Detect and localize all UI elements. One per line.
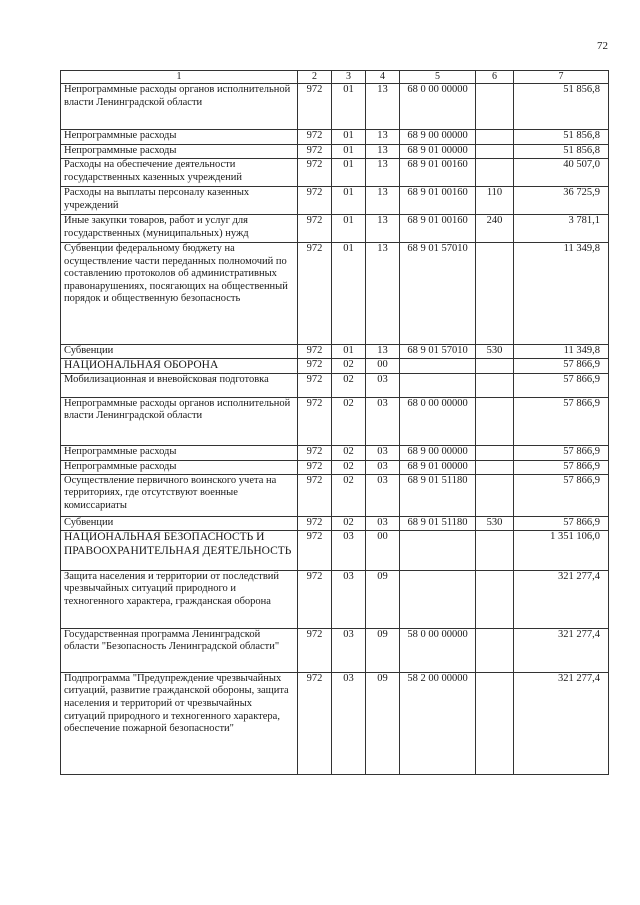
row-section: 03 — [332, 672, 366, 774]
row-subsection: 03 — [366, 474, 400, 516]
row-amount: 321 277,4 — [514, 570, 609, 628]
row-name: Мобилизационная и вневойсковая подготовка — [61, 373, 298, 397]
table-row — [61, 84, 609, 130]
row-expense-type — [476, 672, 514, 774]
row-subsection: 09 — [366, 570, 400, 628]
row-grbs: 972 — [298, 530, 332, 570]
row-section: 01 — [332, 215, 366, 243]
row-target-article — [400, 570, 476, 628]
row-grbs: 972 — [298, 359, 332, 374]
row-section: 02 — [332, 460, 366, 474]
row-name: Непрограммные расходы — [61, 445, 298, 460]
row-subsection: 03 — [366, 397, 400, 445]
table-row — [61, 516, 609, 530]
row-name: Субвенции — [61, 516, 298, 530]
table-row — [61, 159, 609, 187]
table-header-row — [61, 71, 609, 84]
row-name: Расходы на обеспечение деятельности государственных казенных учреждений — [61, 159, 298, 187]
row-expense-type — [476, 628, 514, 672]
row-target-article: 68 9 00 00000 — [400, 445, 476, 460]
row-amount: 51 856,8 — [514, 84, 609, 130]
row-section: 01 — [332, 345, 366, 359]
row-expense-type — [476, 130, 514, 145]
column-header: 1 — [61, 71, 298, 84]
row-name: Непрограммные расходы органов исполнительной власти Ленинградской области — [61, 397, 298, 445]
row-name: Иные закупки товаров, работ и услуг для государственных (муниципальных) нужд — [61, 215, 298, 243]
row-subsection: 00 — [366, 359, 400, 374]
row-section: 01 — [332, 84, 366, 130]
table-row — [61, 570, 609, 628]
row-name: НАЦИОНАЛЬНАЯ БЕЗОПАСНОСТЬ И ПРАВООХРАНИТЕЛЬНАЯ ДЕЯТЕЛЬНОСТЬ — [61, 530, 298, 570]
column-header: 4 — [366, 71, 400, 84]
table-row — [61, 345, 609, 359]
row-name: Субвенции — [61, 345, 298, 359]
row-grbs: 972 — [298, 672, 332, 774]
row-subsection: 13 — [366, 159, 400, 187]
row-amount: 321 277,4 — [514, 672, 609, 774]
row-section: 02 — [332, 397, 366, 445]
table-row — [61, 243, 609, 345]
row-expense-type — [476, 373, 514, 397]
row-target-article: 58 2 00 00000 — [400, 672, 476, 774]
row-section: 01 — [332, 187, 366, 215]
row-amount: 11 349,8 — [514, 243, 609, 345]
row-expense-type — [476, 359, 514, 374]
row-expense-type — [476, 570, 514, 628]
row-name: Непрограммные расходы — [61, 130, 298, 145]
row-expense-type: 530 — [476, 345, 514, 359]
row-expense-type — [476, 145, 514, 159]
row-amount: 57 866,9 — [514, 474, 609, 516]
row-subsection: 13 — [366, 345, 400, 359]
row-grbs: 972 — [298, 445, 332, 460]
column-header: 7 — [514, 71, 609, 84]
row-target-article: 68 9 01 00160 — [400, 187, 476, 215]
row-section: 03 — [332, 570, 366, 628]
row-grbs: 972 — [298, 145, 332, 159]
row-target-article: 68 9 01 51180 — [400, 474, 476, 516]
row-target-article: 68 0 00 00000 — [400, 84, 476, 130]
row-grbs: 972 — [298, 84, 332, 130]
row-amount: 57 866,9 — [514, 359, 609, 374]
row-section: 03 — [332, 628, 366, 672]
row-target-article: 68 9 01 57010 — [400, 345, 476, 359]
row-name: Защита населения и территории от последствий чрезвычайных ситуаций природного и техногенного характера, гражданская оборона — [61, 570, 298, 628]
row-grbs: 972 — [298, 628, 332, 672]
row-amount: 51 856,8 — [514, 145, 609, 159]
row-grbs: 972 — [298, 187, 332, 215]
row-name: Субвенции федеральному бюджету на осуществление части переданных полномочий по составлению протоколов об административных правонарушениях, посягающих на общественный порядок и общественную безопасность — [61, 243, 298, 345]
row-subsection: 09 — [366, 672, 400, 774]
row-grbs: 972 — [298, 570, 332, 628]
row-expense-type — [476, 474, 514, 516]
row-subsection: 09 — [366, 628, 400, 672]
row-section: 01 — [332, 159, 366, 187]
row-target-article: 68 9 01 00160 — [400, 215, 476, 243]
row-target-article: 58 0 00 00000 — [400, 628, 476, 672]
row-target-article: 68 9 01 51180 — [400, 516, 476, 530]
row-name: Подпрограмма "Предупреждение чрезвычайных ситуаций, развитие гражданской обороны, защита населения и территорий от чрезвычайных ситуаций природного и техногенного характера, обеспечение пожарной безопасности" — [61, 672, 298, 774]
row-target-article: 68 0 00 00000 — [400, 397, 476, 445]
row-expense-type — [476, 460, 514, 474]
row-amount: 3 781,1 — [514, 215, 609, 243]
row-subsection: 13 — [366, 187, 400, 215]
row-subsection: 03 — [366, 373, 400, 397]
row-grbs: 972 — [298, 460, 332, 474]
row-amount: 40 507,0 — [514, 159, 609, 187]
budget-table — [60, 70, 609, 775]
row-grbs: 972 — [298, 474, 332, 516]
row-expense-type — [476, 445, 514, 460]
row-subsection: 13 — [366, 84, 400, 130]
row-grbs: 972 — [298, 243, 332, 345]
row-name: Осуществление первичного воинского учета на территориях, где отсутствуют военные комиссариаты — [61, 474, 298, 516]
table-row — [61, 474, 609, 516]
row-name: Непрограммные расходы органов исполнительной власти Ленинградской области — [61, 84, 298, 130]
row-target-article: 68 9 01 00000 — [400, 145, 476, 159]
row-expense-type: 240 — [476, 215, 514, 243]
row-section: 02 — [332, 474, 366, 516]
row-section: 01 — [332, 130, 366, 145]
column-header: 2 — [298, 71, 332, 84]
table-row — [61, 373, 609, 397]
row-grbs: 972 — [298, 159, 332, 187]
row-expense-type: 530 — [476, 516, 514, 530]
table-row — [61, 130, 609, 145]
row-amount: 57 866,9 — [514, 516, 609, 530]
row-amount: 1 351 106,0 — [514, 530, 609, 570]
row-expense-type: 110 — [476, 187, 514, 215]
row-subsection: 00 — [366, 530, 400, 570]
row-grbs: 972 — [298, 516, 332, 530]
row-name: Расходы на выплаты персоналу казенных учреждений — [61, 187, 298, 215]
table-row — [61, 145, 609, 159]
table-row — [61, 187, 609, 215]
row-subsection: 13 — [366, 130, 400, 145]
row-expense-type — [476, 243, 514, 345]
row-amount: 57 866,9 — [514, 373, 609, 397]
row-name: Непрограммные расходы — [61, 145, 298, 159]
row-grbs: 972 — [298, 345, 332, 359]
row-grbs: 972 — [298, 130, 332, 145]
row-subsection: 13 — [366, 145, 400, 159]
column-header: 6 — [476, 71, 514, 84]
row-subsection: 03 — [366, 445, 400, 460]
row-grbs: 972 — [298, 397, 332, 445]
row-target-article: 68 9 01 00160 — [400, 159, 476, 187]
row-section: 02 — [332, 359, 366, 374]
column-header: 3 — [332, 71, 366, 84]
table-row — [61, 445, 609, 460]
row-subsection: 13 — [366, 215, 400, 243]
row-subsection: 03 — [366, 460, 400, 474]
row-expense-type — [476, 397, 514, 445]
row-target-article: 68 9 01 57010 — [400, 243, 476, 345]
row-target-article: 68 9 01 00000 — [400, 460, 476, 474]
row-amount: 57 866,9 — [514, 445, 609, 460]
row-amount: 57 866,9 — [514, 460, 609, 474]
row-section: 01 — [332, 243, 366, 345]
row-subsection: 13 — [366, 243, 400, 345]
row-section: 02 — [332, 516, 366, 530]
row-amount: 51 856,8 — [514, 130, 609, 145]
row-subsection: 03 — [366, 516, 400, 530]
row-amount: 57 866,9 — [514, 397, 609, 445]
row-section: 02 — [332, 373, 366, 397]
table-row — [61, 530, 609, 570]
row-name: Государственная программа Ленинградской области "Безопасность Ленинградской области" — [61, 628, 298, 672]
row-amount: 321 277,4 — [514, 628, 609, 672]
row-amount: 11 349,8 — [514, 345, 609, 359]
row-grbs: 972 — [298, 215, 332, 243]
row-name: НАЦИОНАЛЬНАЯ ОБОРОНА — [61, 359, 298, 374]
table-row — [61, 460, 609, 474]
row-expense-type — [476, 159, 514, 187]
row-target-article — [400, 530, 476, 570]
row-name: Непрограммные расходы — [61, 460, 298, 474]
table-row — [61, 672, 609, 774]
row-section: 03 — [332, 530, 366, 570]
table-row — [61, 628, 609, 672]
row-expense-type — [476, 84, 514, 130]
row-amount: 36 725,9 — [514, 187, 609, 215]
row-target-article: 68 9 00 00000 — [400, 130, 476, 145]
table-row — [61, 215, 609, 243]
row-expense-type — [476, 530, 514, 570]
row-grbs: 972 — [298, 373, 332, 397]
row-target-article — [400, 359, 476, 374]
table-row — [61, 397, 609, 445]
row-section: 01 — [332, 145, 366, 159]
page-number: 72 — [597, 40, 608, 52]
row-target-article — [400, 373, 476, 397]
row-section: 02 — [332, 445, 366, 460]
column-header: 5 — [400, 71, 476, 84]
table-row — [61, 359, 609, 374]
